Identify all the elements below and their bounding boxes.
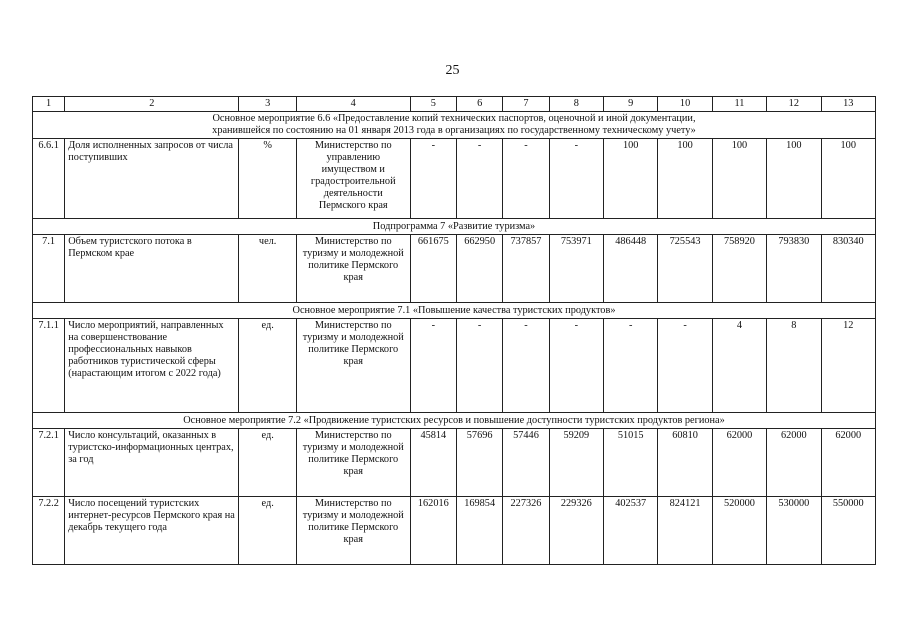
value-cell: 725543	[658, 235, 712, 303]
section-title: Основное мероприятие 6.6 «Предоставление копий технических паспортов, оценочной и иной документации, хранившейся по состоянию на 01 января 2013 года в организациях по государственному техническому учету»	[33, 112, 876, 139]
value-cell: 550000	[821, 497, 875, 565]
column-header: 3	[239, 97, 296, 112]
value-cell: 486448	[604, 235, 658, 303]
row-unit: ед.	[239, 429, 296, 497]
value-cell: 661675	[410, 235, 456, 303]
section-row	[33, 219, 876, 235]
value-cell: -	[456, 319, 502, 413]
row-unit: %	[239, 139, 296, 219]
column-header: 7	[503, 97, 549, 112]
column-header: 9	[604, 97, 658, 112]
value-cell: -	[503, 319, 549, 413]
column-header: 13	[821, 97, 875, 112]
table-row	[33, 235, 876, 303]
value-cell: -	[604, 319, 658, 413]
value-cell: 229326	[549, 497, 603, 565]
row-code: 7.1.1	[33, 319, 65, 413]
value-cell: 62000	[712, 429, 766, 497]
value-cell: 57446	[503, 429, 549, 497]
value-cell: 59209	[549, 429, 603, 497]
value-cell: 162016	[410, 497, 456, 565]
table-row	[33, 139, 876, 219]
indicators-table	[32, 96, 876, 565]
value-cell: 830340	[821, 235, 875, 303]
value-cell: 758920	[712, 235, 766, 303]
value-cell: -	[503, 139, 549, 219]
value-cell: 227326	[503, 497, 549, 565]
column-header: 4	[296, 97, 410, 112]
value-cell: 100	[821, 139, 875, 219]
row-unit: чел.	[239, 235, 296, 303]
value-cell: 753971	[549, 235, 603, 303]
row-code: 7.1	[33, 235, 65, 303]
value-cell: 62000	[821, 429, 875, 497]
value-cell: 60810	[658, 429, 712, 497]
section-title: Подпрограмма 7 «Развитие туризма»	[33, 219, 876, 235]
value-cell: 100	[767, 139, 821, 219]
value-cell: 737857	[503, 235, 549, 303]
value-cell: 100	[712, 139, 766, 219]
section-title: Основное мероприятие 7.2 «Продвижение туристских ресурсов и повышение доступности туристских продуктов региона»	[33, 413, 876, 429]
column-header: 8	[549, 97, 603, 112]
column-header: 10	[658, 97, 712, 112]
value-cell: 4	[712, 319, 766, 413]
row-unit: ед.	[239, 497, 296, 565]
section-row	[33, 112, 876, 139]
value-cell: -	[410, 139, 456, 219]
row-name: Доля исполненных запросов от числа поступивших	[65, 139, 239, 219]
row-org: Министерство по туризму и молодежной политике Пермского края	[296, 429, 410, 497]
row-code: 6.6.1	[33, 139, 65, 219]
row-code: 7.2.1	[33, 429, 65, 497]
value-cell: 169854	[456, 497, 502, 565]
column-header: 6	[456, 97, 502, 112]
value-cell: 8	[767, 319, 821, 413]
value-cell: 45814	[410, 429, 456, 497]
value-cell: -	[456, 139, 502, 219]
section-row	[33, 413, 876, 429]
value-cell: -	[410, 319, 456, 413]
table-row	[33, 497, 876, 565]
column-header: 12	[767, 97, 821, 112]
section-title: Основное мероприятие 7.1 «Повышение качества туристских продуктов»	[33, 303, 876, 319]
value-cell: 824121	[658, 497, 712, 565]
value-cell: -	[549, 139, 603, 219]
value-cell: 62000	[767, 429, 821, 497]
row-org: Министерство по управлению имуществом и градостроительной деятельности Пермского края	[296, 139, 410, 219]
value-cell: -	[658, 319, 712, 413]
value-cell: 793830	[767, 235, 821, 303]
column-header: 11	[712, 97, 766, 112]
header-row	[33, 97, 876, 112]
table-row	[33, 319, 876, 413]
value-cell: 402537	[604, 497, 658, 565]
column-header: 2	[65, 97, 239, 112]
row-unit: ед.	[239, 319, 296, 413]
value-cell: -	[549, 319, 603, 413]
column-header: 1	[33, 97, 65, 112]
value-cell: 520000	[712, 497, 766, 565]
row-name: Число консультаций, оказанных в туристско-информационных центрах, за год	[65, 429, 239, 497]
value-cell: 51015	[604, 429, 658, 497]
value-cell: 662950	[456, 235, 502, 303]
page-number: 25	[445, 63, 460, 78]
value-cell: 530000	[767, 497, 821, 565]
column-header: 5	[410, 97, 456, 112]
row-name: Число мероприятий, направленных на совершенствование профессиональных навыков работников туристической сферы (нарастающим итогом с 2022 года)	[65, 319, 239, 413]
row-org: Министерство по туризму и молодежной политике Пермского края	[296, 497, 410, 565]
section-row	[33, 303, 876, 319]
value-cell: 100	[658, 139, 712, 219]
row-org: Министерство по туризму и молодежной политике Пермского края	[296, 319, 410, 413]
value-cell: 12	[821, 319, 875, 413]
value-cell: 57696	[456, 429, 502, 497]
row-name: Объем туристского потока в Пермском крае	[65, 235, 239, 303]
row-org: Министерство по туризму и молодежной политике Пермского края	[296, 235, 410, 303]
value-cell: 100	[604, 139, 658, 219]
table-row	[33, 429, 876, 497]
row-name: Число посещений туристских интернет-ресурсов Пермского края на декабрь текущего года	[65, 497, 239, 565]
row-code: 7.2.2	[33, 497, 65, 565]
